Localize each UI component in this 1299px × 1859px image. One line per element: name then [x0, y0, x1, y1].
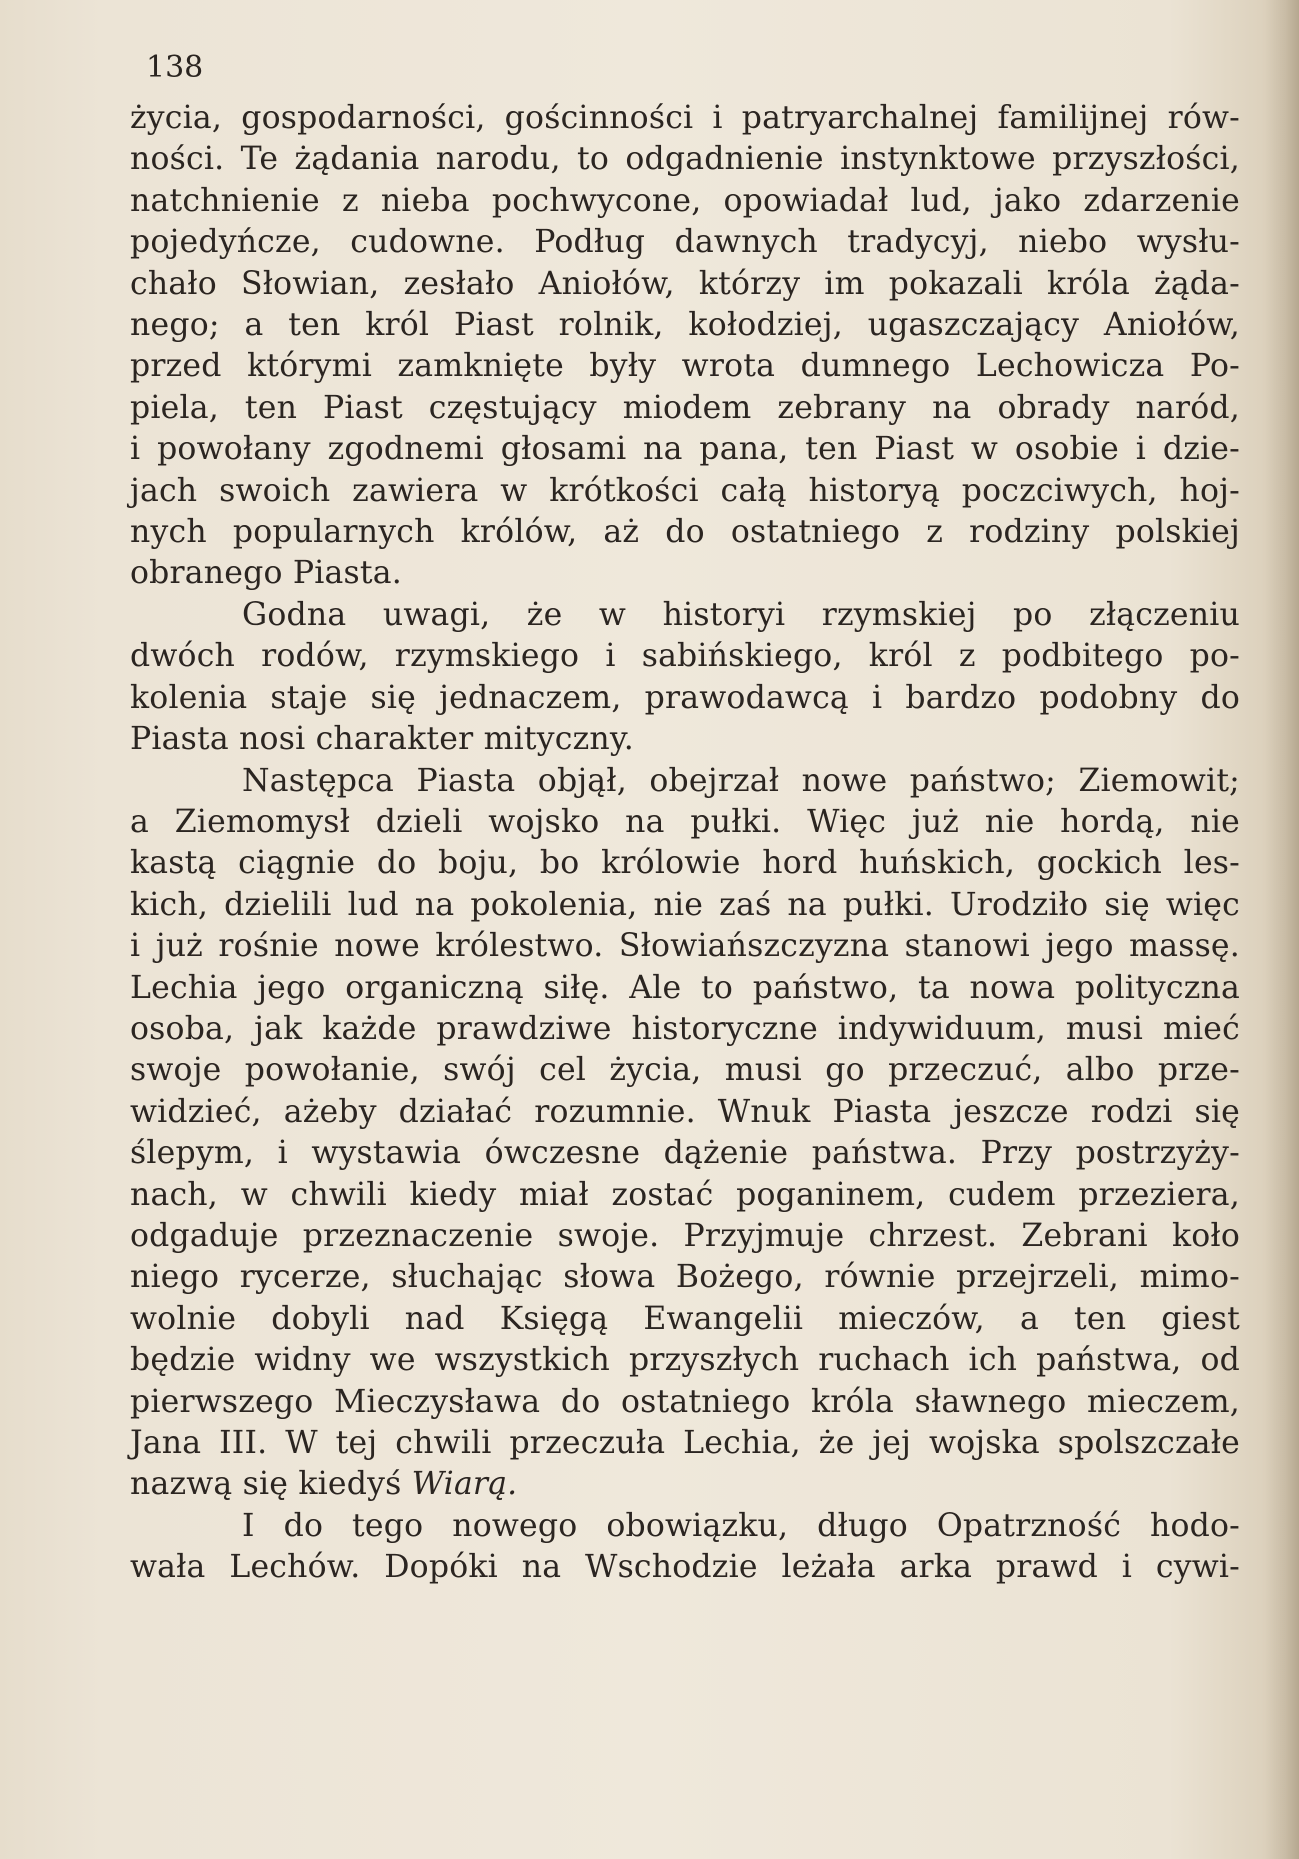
text-line: kolenia staje się jednaczem, prawodawcą i bardzo podobny do [130, 679, 1240, 716]
text-line: ności. Te żądania narodu, to odgadnienie instynktowe przyszłości, [130, 141, 1240, 178]
text-line: wolnie dobyli nad Księgą Ewangelii mieczów, a ten giest [130, 1300, 1240, 1337]
text-line: dwóch rodów, rzymskiego i sabińskiego, król z podbitego po- [130, 638, 1240, 675]
text-line: piela, ten Piast częstujący miodem zebrany na obrady naród, [130, 389, 1240, 426]
text-line: kich, dzielili lud na pokolenia, nie zaś na pułki. Urodziło się więc [130, 886, 1240, 923]
text-line: a Ziemomysł dzieli wojsko na pułki. Więc już nie hordą, nie [130, 803, 1240, 840]
text-line: wała Lechów. Dopóki na Wschodzie leżała arka prawd i cywi- [130, 1549, 1240, 1586]
text-line: kastą ciągnie do boju, bo królowie hord huńskich, gockich les- [130, 845, 1240, 882]
text-line: przed którymi zamknięte były wrota dumnego Lechowicza Po- [130, 348, 1240, 385]
text-line: jach swoich zawiera w krótkości całą historyą poczciwych, hoj- [130, 472, 1240, 509]
text-line: Jana III. W tej chwili przeczuła Lechia, że jej wojska spolszczałe [130, 1425, 1240, 1461]
text-run: nazwą się kiedyś [130, 1466, 412, 1503]
paragraph-2 [130, 595, 1240, 761]
paragraph-1 [130, 98, 1240, 595]
text-line: nego; a ten król Piast rolnik, kołodziej, ugaszczający Aniołów, [130, 307, 1240, 344]
text-line: nach, w chwili kiedy miał zostać poganinem, cudem przeziera, [130, 1176, 1240, 1213]
italic-word: Wiarą. [411, 1466, 518, 1503]
text-line: niego rycerze, słuchając słowa Bożego, równie przejrzeli, mimo- [130, 1259, 1240, 1296]
page-edge-shadow [1265, 0, 1299, 1859]
text-line: ślepym, i wystawia ówczesne dążenie państwa. Przy postrzyży- [130, 1135, 1240, 1172]
text-line: pierwszego Mieczysława do ostatniego króla sławnego mieczem, [130, 1383, 1240, 1420]
text-line: Lechia jego organiczną siłę. Ale to państwo, ta nowa polityczna [130, 969, 1240, 1006]
text-line: natchnienie z nieba pochwycone, opowiadał lud, jako zdarzenie [130, 182, 1240, 219]
text-line: i już rośnie nowe królestwo. Słowiańszczyzna stanowi jego massę. [130, 928, 1240, 965]
text-line-final [130, 1464, 1240, 1505]
text-line: życia, gospodarności, gościnności i patryarchalnej familijnej rów- [130, 100, 1240, 136]
text-line: chało Słowian, zesłało Aniołów, którzy im pokazali króla żąda- [130, 265, 1240, 302]
text-line: I do tego nowego obowiązku, długo Opatrzność hodo- [242, 1507, 1240, 1544]
text-line: widzieć, ażeby działać rozumnie. Wnuk Piasta jeszcze rodzi się [130, 1093, 1240, 1130]
text-line: obranego Piasta. [130, 555, 402, 592]
text-line: Następca Piasta objął, obejrzał nowe państwo; Ziemowit; [242, 762, 1240, 799]
text-line: osoba, jak każde prawdziwe historyczne indywiduum, musi mieć [130, 1010, 1240, 1047]
text-line: odgaduje przeznaczenie swoje. Przyjmuje chrzest. Zebrani koło [130, 1217, 1240, 1254]
body-text [130, 98, 1240, 1589]
page-number: 138 [146, 50, 204, 85]
paragraph-3 [130, 761, 1240, 1506]
paragraph-4 [130, 1506, 1240, 1589]
text-line: nych popularnych królów, aż do ostatniego z rodziny polskiej [130, 514, 1240, 551]
text-line: pojedyńcze, cudowne. Podług dawnych tradycyj, niebo wysłu- [130, 224, 1240, 261]
text-line: będzie widny we wszystkich przyszłych ruchach ich państwa, od [130, 1342, 1240, 1379]
text-line: Piasta nosi charakter mityczny. [130, 721, 634, 758]
text-line: i powołany zgodnemi głosami na pana, ten Piast w osobie i dzie- [130, 431, 1240, 468]
text-line: swoje powołanie, swój cel życia, musi go przeczuć, albo prze- [130, 1052, 1240, 1089]
text-line: Godna uwagi, że w historyi rzymskiej po złączeniu [242, 596, 1240, 633]
